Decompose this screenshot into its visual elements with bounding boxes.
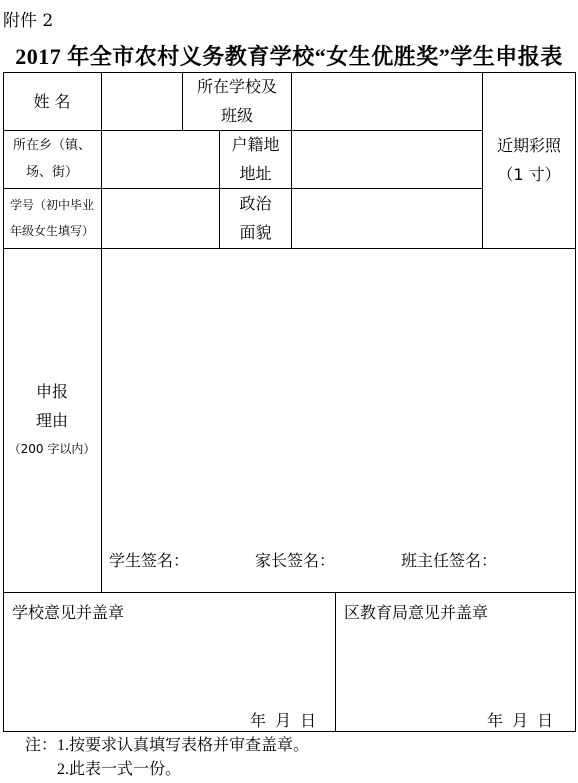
school-class-label-line1: 所在学校及 xyxy=(196,77,277,96)
reason-label-line2: 理由 xyxy=(35,410,68,430)
bureau-opinion-label: 区教育局意见并盖章 xyxy=(344,603,489,622)
photo-label-line1: 近期彩照 xyxy=(496,136,561,155)
school-opinion-label: 学校意见并盖章 xyxy=(12,603,125,622)
student-no-field[interactable] xyxy=(102,188,219,248)
township-label xyxy=(3,130,101,188)
reason-label xyxy=(3,248,101,592)
school-class-label xyxy=(183,72,291,130)
form-title: 2017 年全市农村义务教育学校“女生优胜奖”学生申报表 xyxy=(15,44,563,69)
township-label-line2: 场、街） xyxy=(25,165,78,180)
student-no-label-line2: 年级女生填写） xyxy=(9,224,94,238)
parent-signature-label: 家长签名： xyxy=(255,551,336,570)
political-label xyxy=(220,188,291,248)
political-label-line1: 政治 xyxy=(239,194,272,213)
reason-field[interactable] xyxy=(102,248,575,538)
student-signature-label: 学生签名： xyxy=(109,551,190,570)
household-label-line1: 户籍地 xyxy=(231,135,280,154)
household-label xyxy=(220,130,291,188)
name-field[interactable] xyxy=(102,72,182,130)
student-no-label-line1: 学号（初中毕业 xyxy=(9,198,94,212)
notes xyxy=(25,734,309,782)
teacher-signature-label: 班主任签名： xyxy=(401,551,498,570)
bureau-date-label: 年 月 日 xyxy=(487,711,556,730)
school-date-label: 年 月 日 xyxy=(250,711,319,730)
table-border-right xyxy=(575,72,576,732)
township-label-line1: 所在乡（镇、 xyxy=(12,138,91,153)
political-label-line2: 面貌 xyxy=(239,223,272,242)
household-label-line2: 地址 xyxy=(239,164,272,183)
school-class-label-line2: 班级 xyxy=(220,106,253,125)
application-form-table xyxy=(0,72,578,732)
photo-box[interactable] xyxy=(483,72,575,248)
photo-label-line2: （1 寸） xyxy=(497,165,561,184)
township-field[interactable] xyxy=(102,130,219,188)
note-line-2: 2.此表一式一份。 xyxy=(57,761,182,778)
name-label xyxy=(3,72,101,130)
student-no-label xyxy=(3,188,101,248)
name-label-text: 姓 名 xyxy=(33,91,71,111)
school-class-field[interactable] xyxy=(292,72,482,130)
political-field[interactable] xyxy=(292,188,482,248)
reason-label-note: （200 字以内） xyxy=(8,441,96,456)
household-field[interactable] xyxy=(292,130,482,188)
note-line-1: 注：1.按要求认真填写表格并审查盖章。 xyxy=(25,737,310,754)
attachment-label: 附件 2 xyxy=(3,11,54,31)
table-border-bottom xyxy=(3,731,575,732)
reason-label-line1: 申报 xyxy=(35,381,68,401)
